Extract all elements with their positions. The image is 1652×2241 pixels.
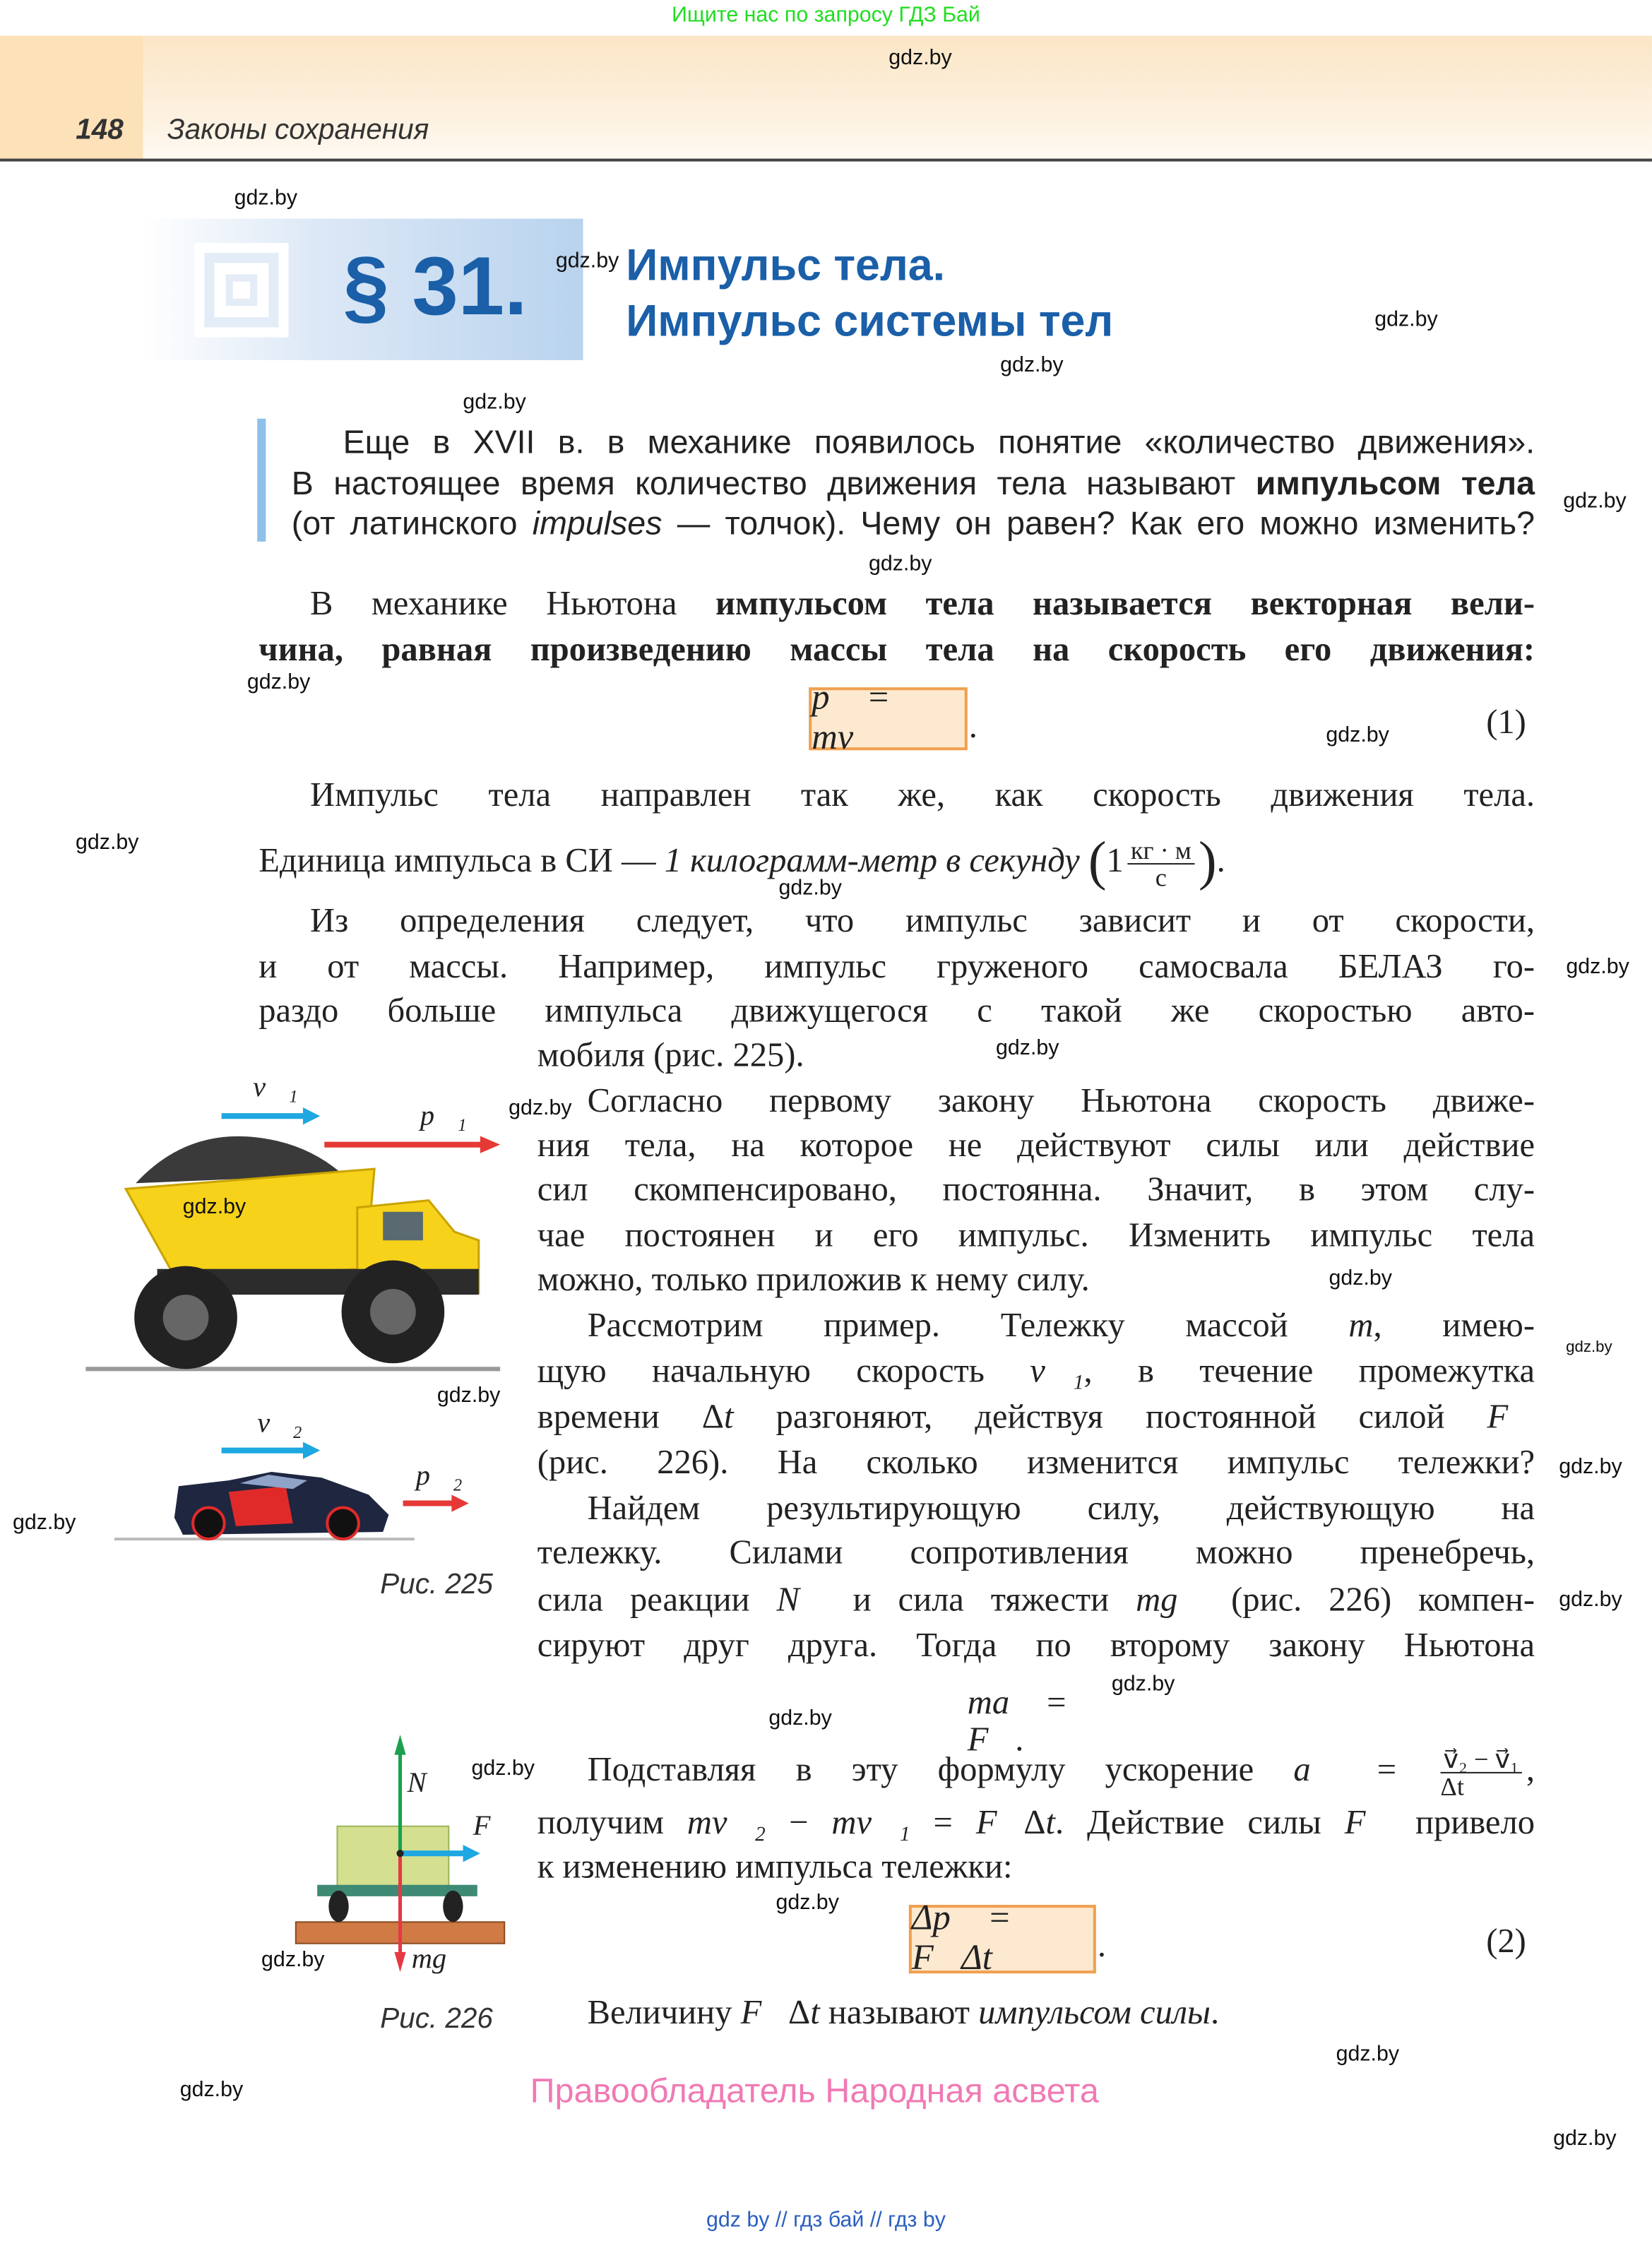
label-p1: p⃗₁ bbox=[420, 1100, 467, 1132]
unit-line bbox=[259, 831, 1535, 892]
fraction bbox=[1440, 1746, 1521, 1799]
search-hint[interactable]: Ищите нас по запросу ГДЗ Бай bbox=[672, 3, 980, 28]
text-run: ) bbox=[1198, 831, 1217, 892]
italic-text: ma⃗ = F⃗ bbox=[967, 1684, 1068, 1759]
text-line bbox=[537, 1172, 1535, 1209]
watermark[interactable]: gdz.by bbox=[996, 1035, 1059, 1061]
text-run: Найдем результирующую силу, действующую на bbox=[587, 1490, 1535, 1528]
watermark[interactable]: gdz.by bbox=[776, 1890, 839, 1915]
italic-text: F⃗ bbox=[740, 1995, 789, 2033]
intro-line bbox=[343, 423, 1535, 460]
text-run: Δ bbox=[788, 1995, 811, 2033]
watermark[interactable]: gdz.by bbox=[1329, 1266, 1392, 1291]
section-square-icon bbox=[194, 243, 289, 338]
formula-box-2: Δp⃗ = F⃗Δt bbox=[909, 1905, 1096, 1973]
italic-text: F⃗ bbox=[1487, 1398, 1535, 1437]
bold-text: импульсом тела называется векторная вели- bbox=[715, 585, 1535, 624]
italic-text: mg⃗ bbox=[1136, 1581, 1205, 1619]
text-run: Величину bbox=[587, 1995, 741, 2033]
watermark[interactable]: gdz.by bbox=[768, 1706, 832, 1731]
text-line bbox=[537, 1628, 1535, 1665]
watermark[interactable]: gdz.by bbox=[246, 670, 311, 695]
text-run: Δ bbox=[1023, 1805, 1046, 1843]
text-run: сил скомпенсировано, постоянна. Значит, в этом слу- bbox=[537, 1172, 1535, 1209]
bold-text: импульсом тела bbox=[1255, 464, 1535, 502]
text-run: , bbox=[1526, 1752, 1535, 1790]
text-line bbox=[537, 1535, 1535, 1572]
label-v2: v⃗₂ bbox=[257, 1407, 302, 1439]
text-run: к изменению импульса тележки: bbox=[537, 1849, 1013, 1886]
text-run: называют bbox=[819, 1995, 979, 2033]
italic-text: 1 килограмм-метр в секунду bbox=[664, 843, 1080, 881]
text-run: В настоящее время количество движения тела называют bbox=[291, 464, 1256, 502]
dump-truck-image bbox=[85, 1136, 500, 1369]
text-run: мобиля (рис. 225). bbox=[537, 1037, 804, 1075]
text-line bbox=[537, 1399, 1535, 1437]
text-run: . bbox=[1210, 1995, 1220, 2033]
text-run: Единица импульса в СИ — bbox=[259, 843, 665, 881]
italic-text: N⃗ bbox=[776, 1581, 826, 1619]
watermark[interactable]: gdz.by bbox=[436, 1383, 501, 1408]
italic-text: mv⃗₁ bbox=[831, 1805, 910, 1843]
text-line bbox=[310, 778, 1535, 815]
text-run: можно, только приложив к нему силу. bbox=[537, 1261, 1090, 1300]
equation-number-2: (2) bbox=[1486, 1923, 1526, 1961]
text-line bbox=[537, 1127, 1535, 1165]
text-run: раздо больше импульса движущегося с такой же скоростью авто- bbox=[259, 993, 1535, 1030]
copyright-holder: Правообладатель Народная асвета bbox=[530, 2071, 1099, 2111]
text-run: . bbox=[1015, 1722, 1024, 1759]
text-run: Еще в XVII в. в механике появилось понятие «количество движения». bbox=[343, 422, 1535, 460]
text-run: разгоняют, действуя постоянной силой bbox=[733, 1398, 1487, 1437]
section-title-line2: Импульс системы тел bbox=[626, 295, 1114, 346]
text-line bbox=[537, 1582, 1535, 1619]
intro-line bbox=[292, 465, 1535, 502]
watermark[interactable]: gdz.by bbox=[182, 1194, 246, 1219]
watermark[interactable]: gdz.by bbox=[1559, 1587, 1622, 1612]
watermark[interactable]: gdz.by bbox=[1000, 352, 1064, 378]
text-line bbox=[588, 1746, 1535, 1799]
watermark[interactable]: gdz.by bbox=[1326, 723, 1389, 748]
watermark[interactable]: gdz.by bbox=[234, 186, 298, 210]
italic-text: impulses bbox=[532, 504, 662, 542]
section-number: § 31. bbox=[343, 239, 528, 333]
text-line bbox=[310, 903, 1535, 941]
momentum-arrow-1 bbox=[324, 1136, 500, 1153]
text-line bbox=[537, 1805, 1535, 1842]
definition-line bbox=[259, 631, 1535, 669]
formula-1-period: . bbox=[968, 708, 977, 747]
watermark[interactable]: gdz.by bbox=[509, 1095, 572, 1121]
watermark[interactable]: gdz.by bbox=[1566, 954, 1629, 979]
text-run: (от латинского bbox=[291, 504, 533, 542]
text-run: получим bbox=[537, 1805, 687, 1843]
text-run: и сила тяжести bbox=[826, 1581, 1136, 1619]
fraction-numerator: v⃗₂ − v⃗₁ bbox=[1440, 1746, 1521, 1773]
watermark[interactable]: gdz.by bbox=[463, 390, 526, 415]
watermark[interactable]: gdz.by bbox=[555, 249, 619, 273]
italic-text: v⃗₁ bbox=[1030, 1353, 1084, 1391]
text-line bbox=[588, 1083, 1535, 1121]
equation-number-1: (1) bbox=[1486, 704, 1526, 742]
text-run: чае постоянен и его импульс. Изменить импульс тела bbox=[537, 1217, 1535, 1255]
watermark[interactable]: gdz.by bbox=[1563, 488, 1627, 513]
header-rule bbox=[0, 159, 1652, 162]
fraction-denominator: с bbox=[1155, 863, 1167, 892]
text-run bbox=[1080, 843, 1088, 881]
text-run: − bbox=[766, 1805, 832, 1843]
text-run: Из определения следует, что импульс зависит и от скорости, bbox=[310, 903, 1535, 941]
text-line bbox=[537, 1353, 1535, 1391]
formula-box-1: p⃗ = mv⃗ bbox=[809, 687, 968, 750]
cart-load bbox=[337, 1826, 448, 1895]
text-run: (рис. 226) компен- bbox=[1204, 1581, 1535, 1619]
bold-text: чина, равная произведению массы тела на скорость его движения: bbox=[259, 631, 1535, 669]
cart-wheel bbox=[328, 1891, 348, 1922]
label-F: F⃗ bbox=[473, 1810, 513, 1843]
text-run: и от массы. Например, импульс груженого самосвала БЕЛАЗ го- bbox=[259, 949, 1535, 987]
label-v1: v⃗₁ bbox=[253, 1071, 298, 1103]
text-line bbox=[588, 1995, 1535, 2033]
watermark[interactable]: gdz.by bbox=[1559, 1454, 1622, 1480]
italic-text: импульсом силы bbox=[978, 1995, 1211, 2033]
text-run: ( bbox=[1088, 831, 1107, 892]
watermark[interactable]: gdz.by bbox=[1374, 307, 1438, 332]
text-line bbox=[259, 949, 1535, 986]
formula-2-period: . bbox=[1097, 1927, 1107, 1966]
text-run: В механике Ньютона bbox=[310, 585, 716, 624]
text-run: . bbox=[1216, 843, 1225, 881]
text-run: щую начальную скорость bbox=[537, 1353, 1030, 1391]
watermark[interactable]: gdz.by bbox=[889, 45, 952, 71]
label-p2: p⃗₂ bbox=[415, 1460, 463, 1492]
text-run: Подставляя в эту формулу ускорение bbox=[587, 1752, 1294, 1790]
watermark[interactable]: gdz.by bbox=[1111, 1672, 1175, 1696]
fraction-numerator: кг · м bbox=[1128, 838, 1194, 864]
italic-text: mv⃗₂ bbox=[687, 1805, 766, 1843]
text-line bbox=[588, 1307, 1535, 1345]
intro-line bbox=[292, 504, 1535, 542]
italic-text: t bbox=[1045, 1805, 1055, 1843]
velocity-arrow-1 bbox=[222, 1107, 321, 1124]
text-run: сила реакции bbox=[537, 1581, 777, 1619]
label-mg: mg⃗ bbox=[411, 1943, 469, 1975]
text-run: Согласно первому закону Ньютона скорость движе- bbox=[587, 1083, 1535, 1121]
text-run: привело bbox=[1392, 1805, 1535, 1843]
watermark[interactable]: gdz.by bbox=[778, 876, 842, 900]
section-title-line1: Импульс тела. bbox=[626, 239, 946, 290]
text-run: сируют друг друга. Тогда по второму закону Ньютона bbox=[537, 1627, 1535, 1665]
text-run: Импульс тела направлен так же, как скорость движения тела. bbox=[310, 777, 1535, 815]
watermark[interactable]: gdz.by bbox=[13, 1510, 76, 1535]
watermark[interactable]: gdz.by bbox=[868, 551, 932, 576]
text-run: 1 bbox=[1106, 843, 1124, 881]
fraction-denominator: Δt bbox=[1440, 1771, 1464, 1801]
velocity-arrow-2 bbox=[222, 1442, 321, 1459]
text-run: , в течение промежутка bbox=[1083, 1353, 1535, 1391]
text-run: времени Δ bbox=[537, 1398, 725, 1437]
text-run: ния тела, на которое не действуют силы или действие bbox=[537, 1127, 1535, 1165]
watermark[interactable]: gdz.by bbox=[1566, 1338, 1612, 1357]
italic-text: a⃗ bbox=[1293, 1752, 1338, 1790]
text-line bbox=[588, 1490, 1535, 1528]
text-run: — толчок). Чему он равен? Как его можно изменить? bbox=[662, 504, 1535, 542]
text-line bbox=[537, 1218, 1535, 1255]
text-run: (рис. 226). На сколько изменится импульс тележки? bbox=[537, 1444, 1535, 1482]
definition-line bbox=[310, 586, 1535, 624]
sports-car-image bbox=[114, 1472, 415, 1539]
watermark[interactable]: gdz.by bbox=[1553, 2126, 1617, 2151]
text-line bbox=[537, 1849, 1535, 1886]
text-line bbox=[259, 993, 1535, 1030]
running-title: Законы сохранения bbox=[167, 114, 429, 146]
italic-text: m bbox=[1348, 1307, 1374, 1345]
fraction bbox=[1128, 838, 1194, 891]
text-run: тележку. Силами сопротивления можно пренебречь, bbox=[537, 1535, 1535, 1572]
footer-links[interactable]: gdz by // гдз бай // гдз by bbox=[706, 2207, 946, 2233]
watermark[interactable]: gdz.by bbox=[76, 830, 139, 855]
italic-text: t bbox=[724, 1398, 734, 1437]
watermark[interactable]: gdz.by bbox=[1336, 2042, 1400, 2067]
text-run: = bbox=[1337, 1752, 1437, 1790]
text-line bbox=[537, 1445, 1535, 1482]
text-run: , имею- bbox=[1373, 1307, 1535, 1345]
page-number: 148 bbox=[76, 114, 124, 146]
italic-text: t bbox=[810, 1995, 820, 2033]
text-run: . Действие силы bbox=[1054, 1805, 1345, 1843]
text-run: Рассмотрим пример. Тележку массой bbox=[587, 1307, 1349, 1345]
watermark[interactable]: gdz.by bbox=[179, 2077, 244, 2103]
text-run: = bbox=[910, 1805, 976, 1843]
italic-text: F⃗ bbox=[975, 1805, 1024, 1843]
label-N: N⃗ bbox=[407, 1767, 449, 1800]
figure-225-caption: Рис. 225 bbox=[380, 1569, 493, 1601]
watermark[interactable]: gdz.by bbox=[261, 1947, 325, 1973]
intro-accent-bar bbox=[257, 419, 266, 542]
figure-226-caption: Рис. 226 bbox=[380, 2003, 493, 2035]
watermark[interactable]: gdz.by bbox=[471, 1756, 535, 1781]
cart-wheel bbox=[443, 1891, 463, 1922]
momentum-arrow-2 bbox=[403, 1494, 469, 1511]
italic-text: F⃗ bbox=[1344, 1805, 1393, 1843]
